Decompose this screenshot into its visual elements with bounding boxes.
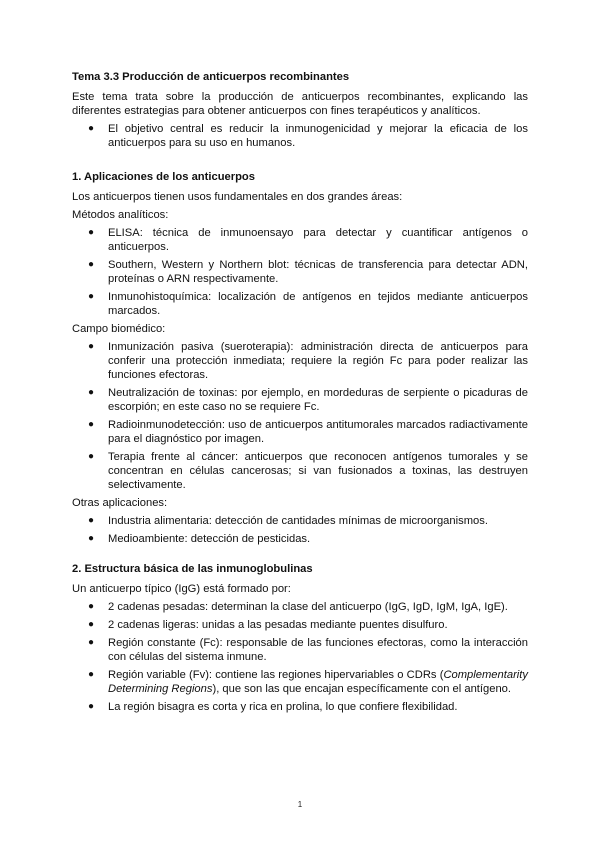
otras-label: Otras aplicaciones: <box>72 497 168 509</box>
list-item-text: Terapia frente al cáncer: anticuerpos que reconocen antígenos tumorales y se concentran en células cancerosas; si van fusionados a toxinas, las destruyen selectivamente. <box>108 451 528 491</box>
list-item <box>72 618 528 632</box>
variable-suffix: ), que son las que encajan específicamente con el antígeno. <box>212 683 512 695</box>
section-heading-estructura: 2. Estructura básica de las inmunoglobulinas <box>72 563 313 575</box>
list-item <box>72 600 528 614</box>
list-item-text: Inmunohistoquímica: localización de antígenos en tejidos mediante anticuerpos marcados. <box>108 291 528 317</box>
list-item <box>72 450 528 492</box>
list-item-text: La región bisagra es corta y rica en prolina, lo que confiere flexibilidad. <box>108 701 458 713</box>
bullet-icon: ● <box>88 341 95 352</box>
list-item <box>72 636 528 664</box>
analiticos-label: Métodos analíticos: <box>72 209 169 221</box>
analiticos-list <box>72 226 528 318</box>
list-item-text: ELISA: técnica de inmunoensayo para detectar y cuantificar antígenos o anticuerpos. <box>108 227 528 253</box>
list-item-text: Industria alimentaria: detección de cantidades mínimas de microorganismos. <box>108 515 488 527</box>
list-item <box>72 514 528 528</box>
section1-intro: Los anticuerpos tienen usos fundamentales en dos grandes áreas: <box>72 191 403 203</box>
biomedico-list <box>72 340 528 492</box>
list-item <box>72 258 528 286</box>
list-item-text: 2 cadenas ligeras: unidas a las pesadas mediante puentes disulfuro. <box>108 619 448 631</box>
list-item <box>72 226 528 254</box>
list-item <box>72 418 528 446</box>
list-item-text: Medioambiente: detección de pesticidas. <box>108 533 311 545</box>
list-item <box>72 340 528 382</box>
biomedico-label: Campo biomédico: <box>72 323 166 335</box>
list-item-text: El objetivo central es reducir la inmunogenicidad y mejorar la eficacia de los anticuerpos para su uso en humanos. <box>108 123 528 149</box>
document-body <box>72 70 528 718</box>
list-item-text: Región constante (Fc): responsable de las funciones efectoras, como la interacción con células del sistema inmune. <box>108 637 528 663</box>
bullet-icon: ● <box>88 619 95 630</box>
list-item <box>72 386 528 414</box>
section2-intro: Un anticuerpo típico (IgG) está formado por: <box>72 583 291 595</box>
bullet-icon: ● <box>88 533 95 544</box>
section-heading-aplicaciones: 1. Aplicaciones de los anticuerpos <box>72 171 255 183</box>
bullet-icon: ● <box>88 259 95 270</box>
estructura-list <box>72 600 528 714</box>
list-item-text: Inmunización pasiva (sueroterapia): administración directa de anticuerpos para conferir una protección inmediata; requiere la región Fc para poder realizar las funciones efectoras. <box>108 341 528 381</box>
intro-paragraph: Este tema trata sobre la producción de anticuerpos recombinantes, explicando las diferentes estrategias para obtener anticuerpos con fines terapéuticos y analíticos. <box>72 91 528 117</box>
list-item-text: Southern, Western y Northern blot: técnicas de transferencia para detectar ADN, proteínas o ARN respectivamente. <box>108 259 528 285</box>
intro-bullet-list <box>72 122 528 150</box>
list-item <box>72 532 528 546</box>
variable-prefix: Región variable (Fv): contiene las regiones hipervariables o CDRs ( <box>108 669 444 681</box>
list-item-text: Neutralización de toxinas: por ejemplo, en mordeduras de serpiente o picaduras de escorpión; en este caso no se requiere Fc. <box>108 387 528 413</box>
bullet-icon: ● <box>88 387 95 398</box>
list-item <box>72 700 528 714</box>
bullet-icon: ● <box>88 669 95 680</box>
otras-list <box>72 514 528 546</box>
list-item-text: 2 cadenas pesadas: determinan la clase del anticuerpo (IgG, IgD, IgM, IgA, IgE). <box>108 601 508 613</box>
bullet-icon: ● <box>88 291 95 302</box>
bullet-icon: ● <box>88 419 95 430</box>
list-item <box>72 290 528 318</box>
list-item <box>72 668 528 696</box>
bullet-icon: ● <box>88 515 95 526</box>
bullet-icon: ● <box>88 451 95 462</box>
list-item <box>72 122 528 150</box>
bullet-icon: ● <box>88 637 95 648</box>
variable-italic-term: Complementarity Determining Regions <box>108 669 528 695</box>
bullet-icon: ● <box>88 701 95 712</box>
page-number: 1 <box>297 800 303 809</box>
bullet-icon: ● <box>88 227 95 238</box>
list-item-text: Radioinmunodetección: uso de anticuerpos antitumorales marcados radiactivamente para el diagnóstico por imagen. <box>108 419 528 445</box>
bullet-icon: ● <box>88 123 95 134</box>
bullet-icon: ● <box>88 601 95 612</box>
document-title: Tema 3.3 Producción de anticuerpos recombinantes <box>72 71 350 83</box>
list-item-text <box>108 669 528 695</box>
